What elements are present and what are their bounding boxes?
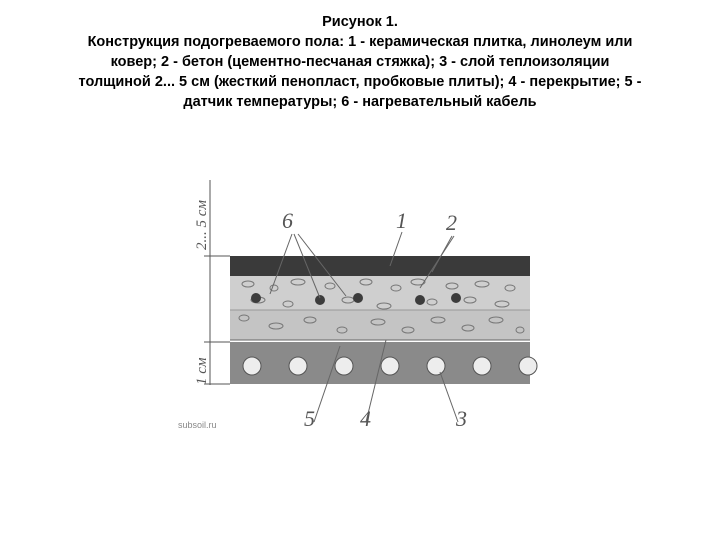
insulation-pore	[519, 357, 537, 375]
callout-6: 6	[282, 208, 293, 233]
caption-line-1: Конструкция подогреваемого пола: 1 - керамическая плитка, линолеум или	[87, 34, 633, 50]
heating-cable	[451, 293, 461, 303]
caption-line-4: датчик температуры; 6 - нагревательный кабель	[183, 94, 537, 110]
caption-line-2: ковер; 2 - бетон (цементно-песчаная стяжка); 3 - слой теплоизоляции	[110, 54, 610, 70]
watermark: subsoil.ru	[178, 420, 217, 430]
callout-1: 1	[396, 208, 407, 233]
callout-4: 4	[360, 406, 371, 431]
heating-cable	[315, 295, 325, 305]
dimension-bottom-label: 1 см	[194, 357, 210, 385]
heating-cable	[353, 293, 363, 303]
callout-5: 5	[304, 406, 315, 431]
insulation-pore	[473, 357, 491, 375]
insulation-pore	[381, 357, 399, 375]
insulation-pore	[243, 357, 261, 375]
figure-caption	[20, 12, 700, 112]
insulation-pore	[289, 357, 307, 375]
caption-title: Рисунок 1.	[322, 14, 398, 30]
insulation-pore	[335, 357, 353, 375]
insulation-pore	[427, 357, 445, 375]
caption-line-3: толщиной 2... 5 см (жесткий пенопласт, пробковые плиты); 4 - перекрытие; 5 -	[78, 74, 642, 90]
callout-3: 3	[456, 406, 467, 431]
heating-cable	[251, 293, 261, 303]
callout-2: 2	[446, 210, 457, 235]
layer-tile	[230, 256, 530, 276]
dimension-top-label: 2... 5 см	[194, 200, 210, 250]
floor-cross-section-diagram	[170, 160, 570, 450]
heating-cable	[415, 295, 425, 305]
